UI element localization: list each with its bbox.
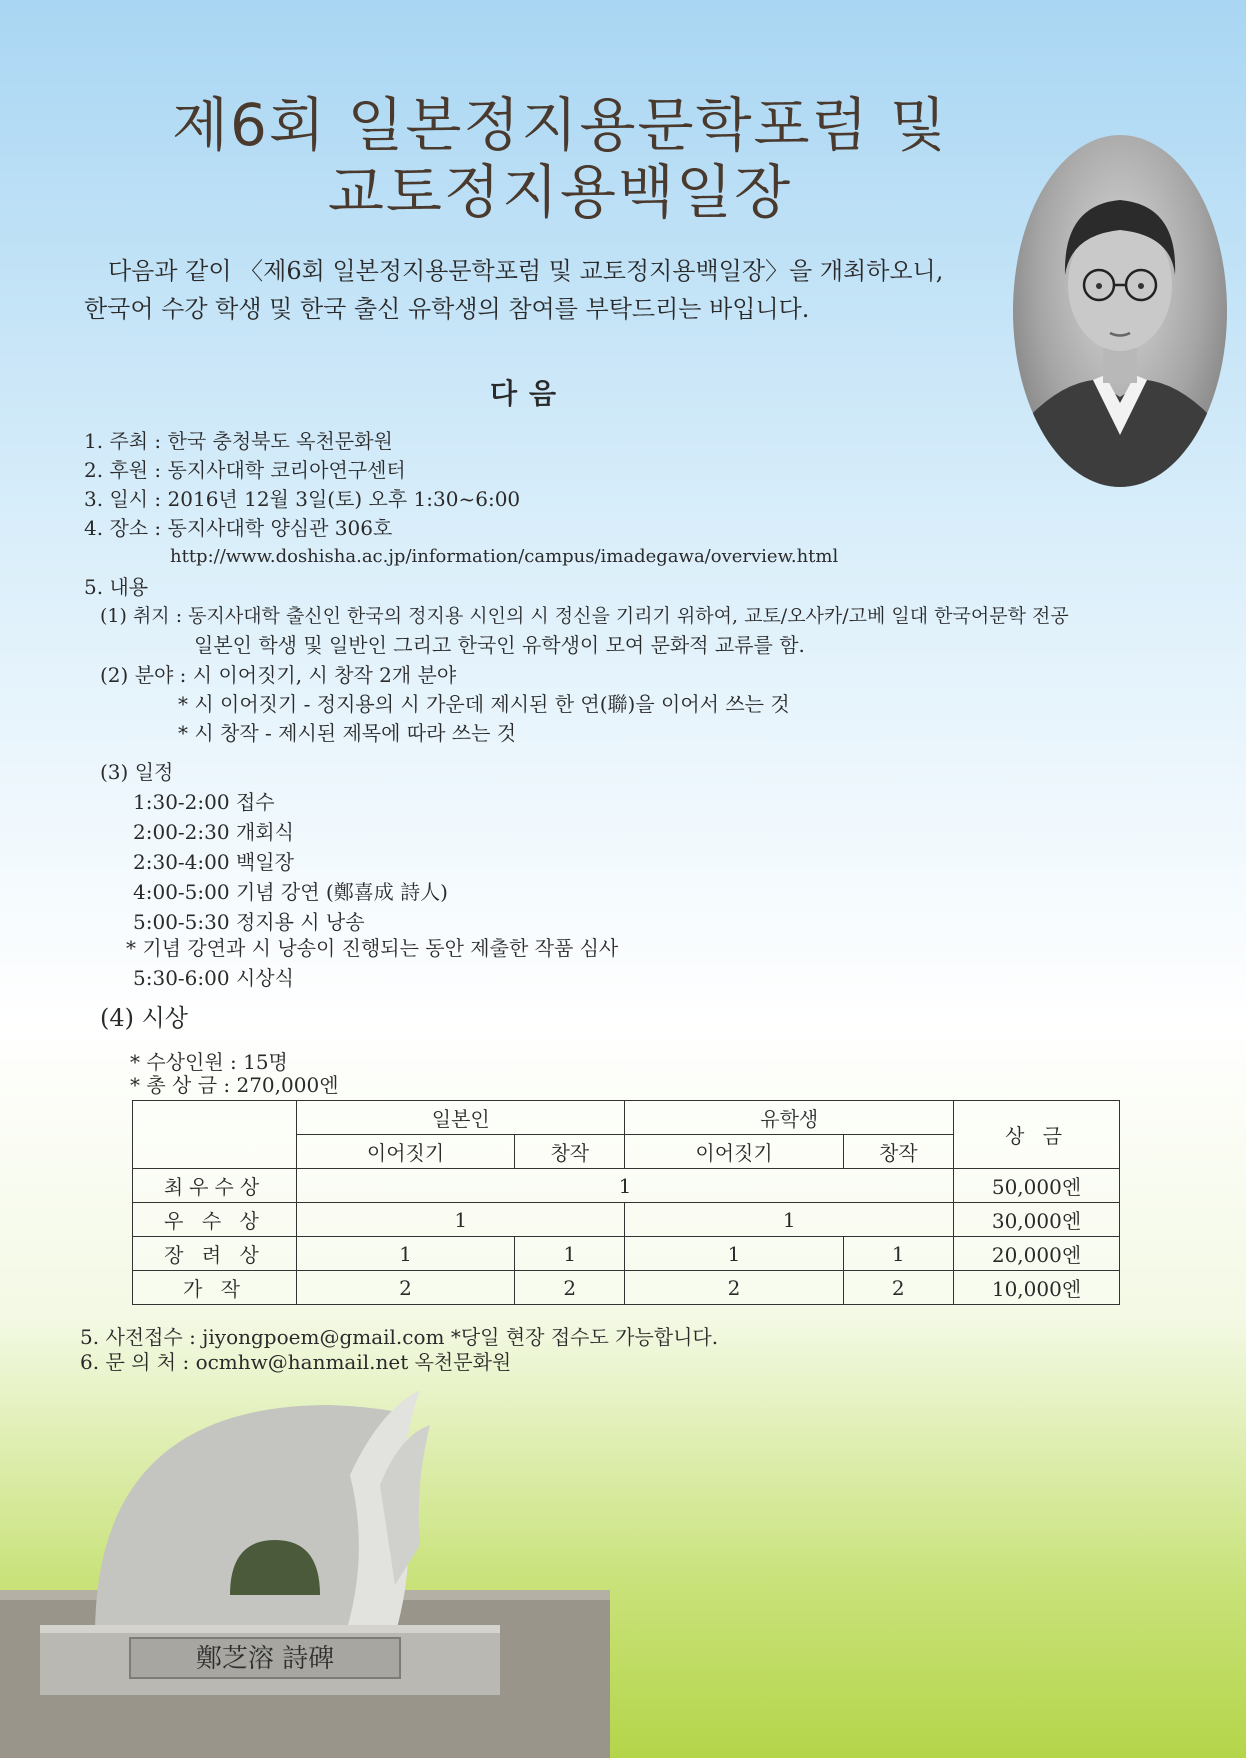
table-cell: 1: [515, 1237, 625, 1271]
purpose-line1: (1) 취지 : 동지사대학 출신인 한국의 정지용 시인의 시 정신을 기리기 위하여, 교토/오사카/고베 일대 한국어문학 전공: [100, 605, 1069, 627]
table-cell: 2: [843, 1271, 953, 1305]
schedule-item: 4:00-5:00 기념 강연 (鄭喜成 詩人): [133, 880, 448, 904]
inquiry-line: 6. 문 의 처 : ocmhw@hanmail.net 옥천문화원: [80, 1350, 512, 1374]
prize-amount: 20,000엔: [954, 1237, 1120, 1271]
award-total: * 총 상 금 : 270,000엔: [130, 1073, 339, 1097]
table-cell: 1: [297, 1203, 625, 1237]
table-cell: 1: [297, 1169, 954, 1203]
table-cell: 1: [625, 1203, 954, 1237]
award-winners: * 수상인원 : 15명: [130, 1050, 288, 1074]
item-place: 4. 장소 : 동지사대학 양심관 306호: [84, 516, 393, 540]
schedule-item: 2:30-4:00 백일장: [133, 850, 294, 874]
row-label: 우 수 상: [133, 1203, 297, 1237]
table-row: [133, 1169, 1120, 1203]
table-row: [133, 1271, 1120, 1305]
subheader-creative: 창작: [843, 1135, 953, 1169]
field-creative: * 시 창작 - 제시된 제목에 따라 쓰는 것: [178, 721, 517, 745]
schedule-item: 1:30-2:00 접수: [133, 790, 275, 814]
schedule-title: (3) 일정: [100, 760, 174, 784]
field-continue: * 시 이어짓기 - 정지용의 시 가운데 제시된 한 연(聯)을 이어서 쓰는 것: [178, 692, 790, 716]
table-corner: [133, 1101, 297, 1169]
table-row: [133, 1237, 1120, 1271]
item-host: 1. 주최 : 한국 충청북도 옥천문화원: [84, 429, 393, 453]
table-cell: 2: [515, 1271, 625, 1305]
prize-amount: 10,000엔: [954, 1271, 1120, 1305]
header-prize: 상 금: [954, 1101, 1120, 1169]
item-date: 3. 일시 : 2016년 12월 3일(토) 오후 1:30~6:00: [84, 487, 521, 511]
table-cell: 2: [625, 1271, 843, 1305]
table-cell: 2: [297, 1271, 515, 1305]
table-cell: 1: [297, 1237, 515, 1271]
row-label: 최우수상: [133, 1169, 297, 1203]
monument-inscription: 鄭芝溶 詩碑: [195, 1644, 335, 1674]
intro-text: [84, 252, 943, 328]
field-line: (2) 분야 : 시 이어짓기, 시 창작 2개 분야: [100, 663, 457, 687]
section-heading: 다음: [490, 377, 569, 410]
schedule-item: 2:00-2:30 개회식: [133, 820, 294, 844]
table-cell: 1: [625, 1237, 843, 1271]
item-sponsor: 2. 후원 : 동지사대학 코리아연구센터: [84, 458, 406, 482]
row-label: 장 려 상: [133, 1237, 297, 1271]
prize-amount: 30,000엔: [954, 1203, 1120, 1237]
header-foreign: 유학생: [625, 1101, 954, 1135]
prize-table: [132, 1100, 1120, 1305]
poster-title-line2: 교토정지용백일장: [327, 158, 793, 226]
poet-portrait-image: [1013, 135, 1227, 487]
subheader-continue: 이어짓기: [625, 1135, 843, 1169]
subheader-creative: 창작: [515, 1135, 625, 1169]
table-row: [133, 1203, 1120, 1237]
schedule-item: 5:00-5:30 정지용 시 낭송: [133, 910, 365, 934]
monument-image: [0, 1385, 610, 1758]
row-label: 가 작: [133, 1271, 297, 1305]
schedule-note: * 기념 강연과 시 낭송이 진행되는 동안 제출한 작품 심사: [126, 936, 619, 960]
subheader-continue: 이어짓기: [297, 1135, 515, 1169]
pre-register-line: 5. 사전접수 : jiyongpoem@gmail.com *당일 현장 접수도 가능합니다.: [80, 1325, 719, 1349]
schedule-item: 5:30-6:00 시상식: [133, 966, 294, 990]
purpose-line2: 일본인 학생 및 일반인 그리고 한국인 유학생이 모여 문화적 교류를 함.: [194, 633, 805, 657]
item-content: 5. 내용: [84, 575, 149, 599]
item-place-url[interactable]: http://www.doshisha.ac.jp/information/campus/imadegawa/overview.html: [170, 546, 839, 567]
prize-amount: 50,000엔: [954, 1169, 1120, 1203]
intro-line2: 한국어 수강 학생 및 한국 출신 유학생의 참여를 부탁드리는 바입니다.: [84, 295, 810, 323]
poster-title-line1: 제6회 일본정지용문학포럼 및: [171, 91, 949, 159]
intro-line1: 다음과 같이 〈제6회 일본정지용문학포럼 및 교토정지용백일장〉을 개최하오니,: [108, 257, 944, 285]
table-cell: 1: [843, 1237, 953, 1271]
award-title: (4) 시상: [100, 1004, 188, 1032]
header-japanese: 일본인: [297, 1101, 625, 1135]
